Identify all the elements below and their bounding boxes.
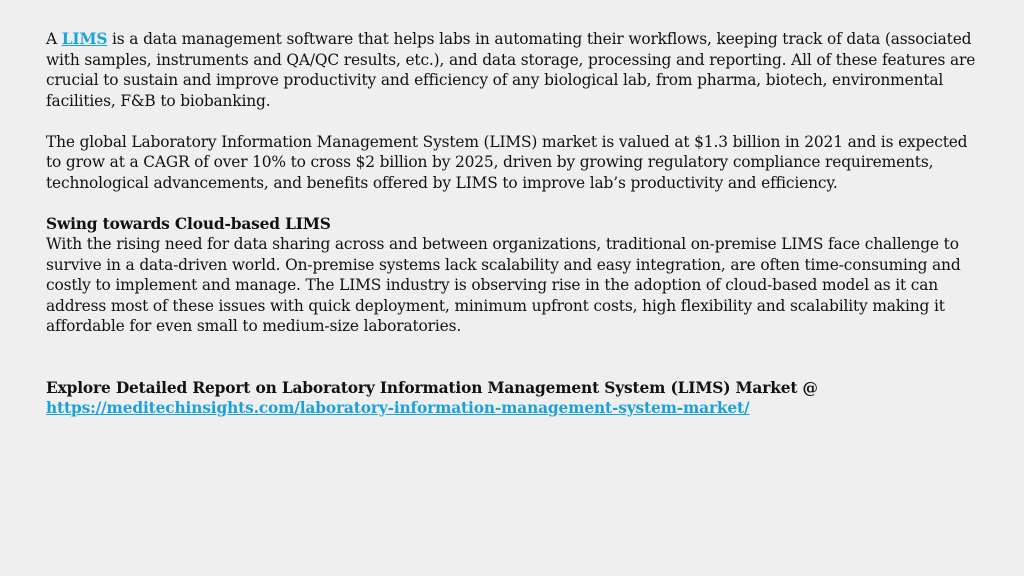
intro-prefix: A (46, 30, 62, 48)
cloud-heading: Swing towards Cloud-based LIMS (46, 214, 331, 233)
intro-paragraph (46, 29, 984, 111)
paragraph-spacer (46, 337, 984, 378)
report-heading: Explore Detailed Report on Laboratory Information Management System (LIMS) Market @ (46, 378, 818, 397)
report-link[interactable]: https://meditechinsights.com/laboratory-information-management-system-market/ (46, 399, 750, 417)
paragraph-spacer (46, 111, 984, 132)
lims-link[interactable]: LIMS (61, 30, 108, 48)
cloud-paragraph: With the rising need for data sharing across and between organizations, traditional on-premise LIMS face challenge to survive in a data-driven world. On-premise systems lack scalability and easy integration, are often time-consuming and costly to implement and manage. The LIMS industry is observing rise in the adoption of cloud-based model as it can address most of these issues with quick deployment, minimum upfront costs, high flexibility and scalability making it affordable for even small to medium-size laboratories. (46, 235, 961, 335)
market-paragraph: The global Laboratory Information Management System (LIMS) market is valued at $1.3 billion in 2021 and is expected to grow at a CAGR of over 10% to cross $2 billion by 2025, driven by growing regulatory compliance requirements, technological advancements, and benefits offered by LIMS to improve lab’s productivity and efficiency. (46, 132, 968, 192)
intro-body: is a data management software that helps labs in automating their workflows, keeping track of data (associated with samples, instruments and QA/QC results, etc.), and data storage, processing and reporting. All of these features are crucial to sustain and improve productivity and efficiency of any biological lab, from pharma, biotech, environmental facilities, F&B to biobanking. (46, 30, 976, 110)
paragraph-spacer (46, 193, 984, 214)
report-link-line (46, 398, 984, 419)
